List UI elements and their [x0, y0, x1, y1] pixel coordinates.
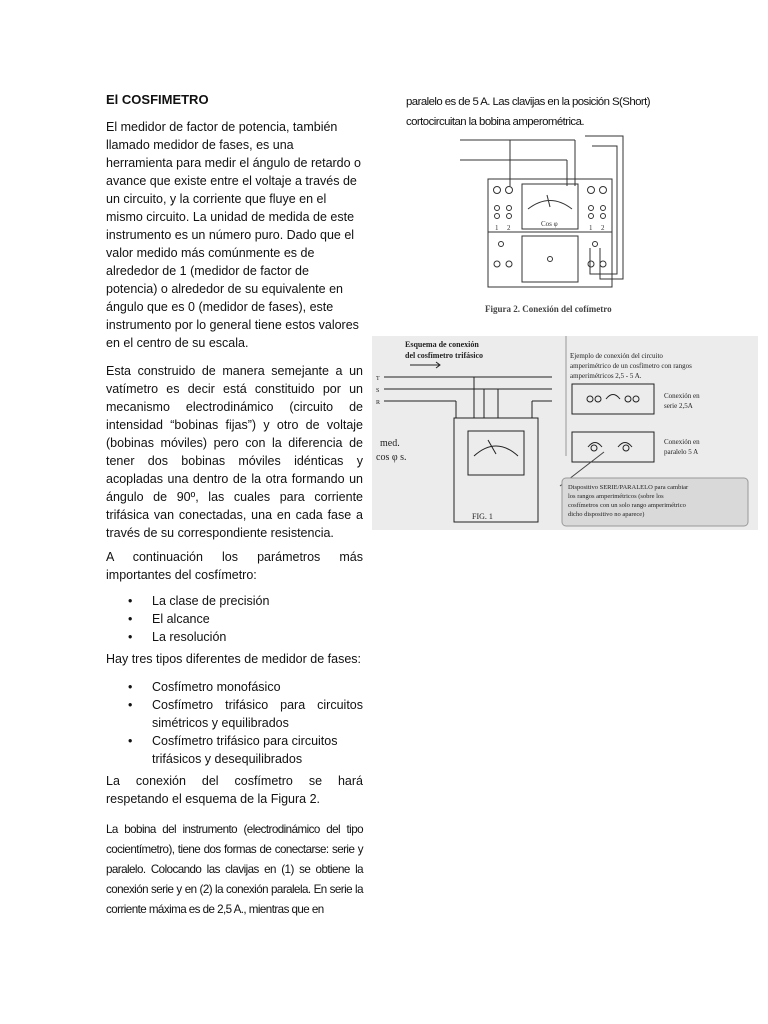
svg-text:S: S [376, 388, 380, 394]
parameters-list [106, 592, 363, 646]
svg-text:serie 2,5A: serie 2,5A [664, 402, 693, 410]
right-column [406, 92, 696, 132]
svg-text:Conexión en: Conexión en [664, 392, 700, 400]
svg-text:FIG. 1: FIG. 1 [472, 512, 493, 521]
list-item: • El alcance [128, 612, 210, 626]
paragraph-parameters-intro: A continuación los parámetros más importantes del cosfímetro: [106, 550, 363, 582]
svg-text:R: R [376, 400, 381, 406]
list-item: • Cosfímetro trifásico para circuitos simétricos y equilibrados [128, 698, 363, 730]
svg-text:Dispositivo SERIE/PARALELO par: Dispositivo SERIE/PARALELO para cambiar [568, 484, 689, 491]
paragraph-coil: La bobina del instrumento (electrodinámico del tipo cocientímetro), tiene dos formas de conectarse: serie y paralelo. Colocando las clavijas en (1) se obtiene la conexión serie y en (2) la conexión paralela. En serie la corriente máxima es de 2,5 A., mientras que en [106, 823, 363, 916]
svg-text:del cosfímetro trifásico: del cosfímetro trifásico [405, 351, 484, 360]
list-item: • Cosfímetro trifásico para circuitos trifásicos y desequilibrados [128, 734, 338, 766]
svg-text:1: 1 [589, 224, 593, 232]
svg-text:cosfímetros con un solo rango: cosfímetros con un solo rango amperimétrico [568, 502, 686, 509]
figure-1-diagram [372, 336, 758, 530]
list-item: • Cosfímetro monofásico [128, 680, 281, 694]
svg-text:cos φ s.: cos φ s. [376, 452, 407, 463]
svg-text:Esquema de conexión: Esquema de conexión [405, 340, 479, 349]
paragraph-construction: Esta construido de manera semejante a un vatímetro es decir está constituido por un mecanismo electrodinámico (circuito de intensidad “bobinas fijas”) y otro de voltaje (bobinas móviles) pero con la diferencia de tener dos bobinas móviles idénticas y acopladas una dentro de la otra formando un ángulo de 90º, las cuales para corriente trifásica van conectadas, una en cada fase a través de su correspondiente resistencia. [106, 364, 363, 540]
list-item: • La resolución [128, 630, 227, 644]
left-column [106, 92, 363, 928]
types-list [106, 678, 363, 768]
list-item: • La clase de precisión [128, 594, 270, 608]
svg-text:Ejemplo de conexión del circui: Ejemplo de conexión del circuito [570, 352, 663, 360]
svg-text:T: T [376, 376, 380, 382]
svg-text:2: 2 [507, 224, 511, 232]
figure-2-caption: Figura 2. Conexión del cofímetro [485, 304, 612, 314]
paragraph-types-intro: Hay tres tipos diferentes de medidor de fases: [106, 652, 361, 666]
svg-text:los rangos amperimétricos (sob: los rangos amperimétricos (sobre los [568, 493, 664, 500]
svg-text:1: 1 [495, 224, 499, 232]
section-title: El COSFIMETRO [106, 92, 209, 107]
svg-text:paralelo 5 A: paralelo 5 A [664, 448, 699, 456]
svg-text:amperimétrico de un cosfímetro: amperimétrico de un cosfímetro con rangos [570, 362, 692, 370]
paragraph-continuation: paralelo es de 5 A. Las clavijas en la posición S(Short) cortocircuitan la bobina amperométrica. [406, 96, 650, 128]
svg-text:2: 2 [601, 224, 605, 232]
svg-text:dicho dispositivo no aparece): dicho dispositivo no aparece) [568, 511, 645, 518]
svg-text:amperimétricos 2,5 - 5 A.: amperimétricos 2,5 - 5 A. [570, 372, 642, 380]
svg-text:med.: med. [380, 438, 400, 449]
paragraph-connection-ref: La conexión del cosfímetro se hará respetando el esquema de la Figura 2. [106, 774, 363, 806]
paragraph-definition: El medidor de factor de potencia, también llamado medidor de fases, es una herramienta para medir el ángulo de retardo o avance que existe entre el voltaje a través de un circuito, y la corriente que fluye en el mismo circuito. La unidad de medida de este instrumento es un número puro. Dado que el valor medido más comúnmente es de alrededor de 1 (medidor de factor de potencia) o alrededor de su equivalente en ángulo que es 0 (medidor de fases), este instrumento por lo general tiene estos valores en el centro de su escala. [106, 120, 362, 350]
svg-text:Conexión en: Conexión en [664, 438, 700, 446]
svg-text:Cos φ: Cos φ [541, 220, 558, 228]
figure-2-diagram [455, 134, 635, 319]
